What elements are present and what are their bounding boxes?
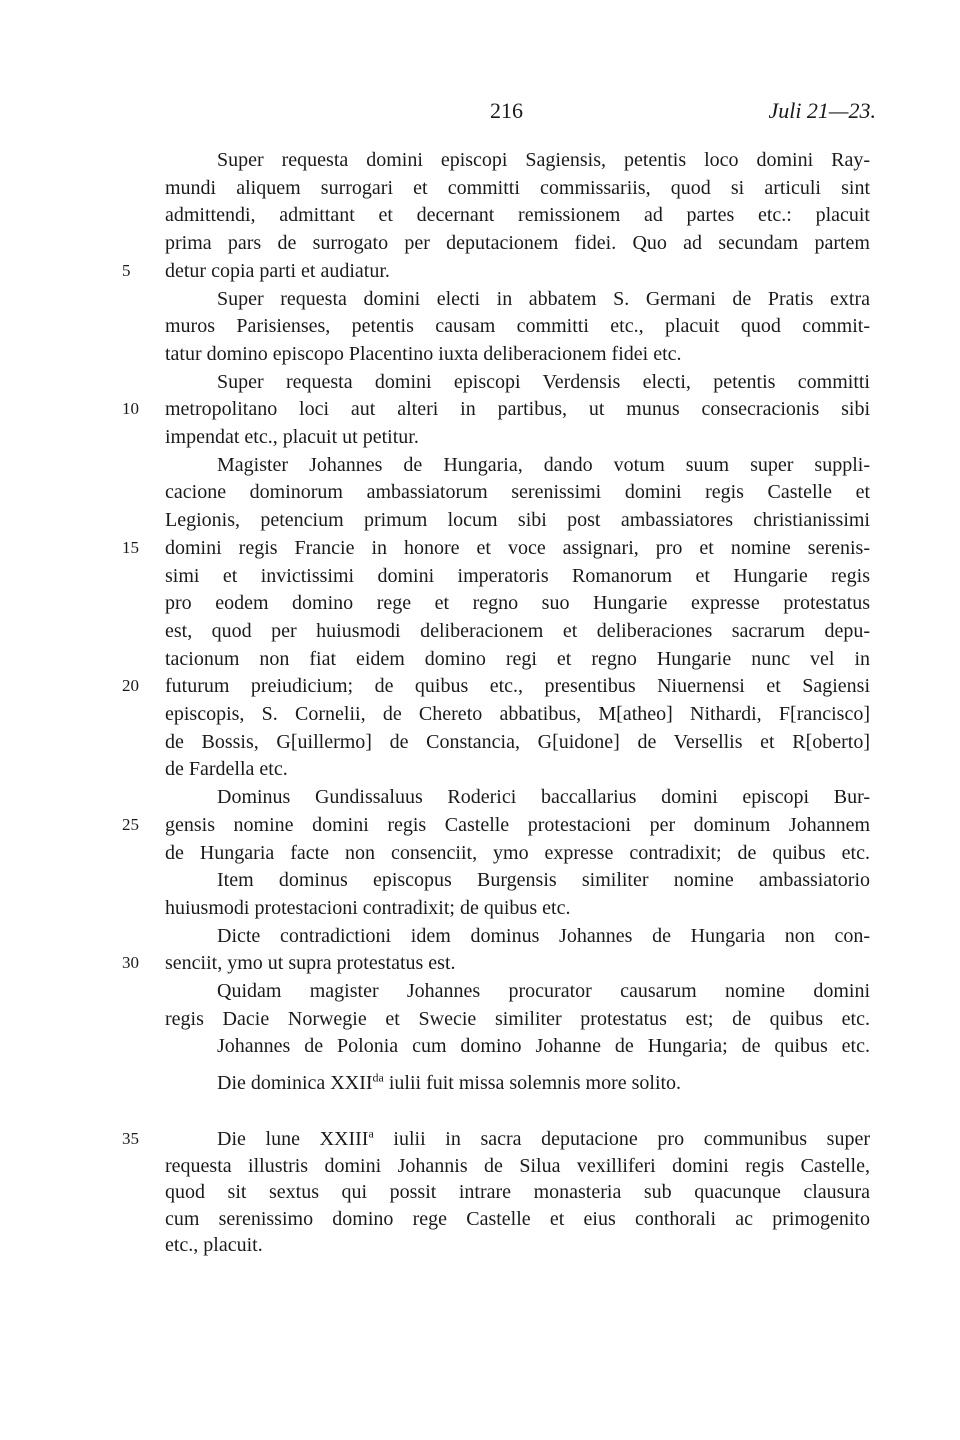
text-line: quod sit sextus qui possit intrare monasteria sub quacunque clausura	[165, 1181, 870, 1203]
text-line: gensis nomine domini regis Castelle protestacioni per dominum Johannem	[165, 813, 870, 836]
text-line: cum serenissimo domino rege Castelle et eius conthorali ac primogenito	[165, 1207, 870, 1230]
text-line: futurum preiudicium; de quibus etc., presentibus Niuernensi et Sagiensi	[165, 675, 870, 698]
sunday-text-start: Die dominica XXII	[217, 1072, 373, 1094]
text-line: Super requesta domini episcopi Sagiensis, petentis loco domini Ray-	[217, 149, 870, 171]
text-line: domini regis Francie in honore et voce assignari, pro et nomine serenis-	[165, 536, 870, 559]
text-line: Johannes de Polonia cum domino Johanne de Hungaria; de quibus etc.	[217, 1035, 870, 1058]
monday-text-end: iulii in sacra deputacione pro communibus super	[373, 1128, 870, 1150]
text-line: senciit, ymo ut supra protestatus est.	[165, 952, 456, 975]
sunday-text-end: iulii fuit missa solemnis more solito.	[383, 1072, 682, 1094]
text-line: Super requesta domini episcopi Verdensis electi, petentis committi	[217, 370, 870, 393]
text-line: Dicte contradictioni idem dominus Johannes de Hungaria non con-	[217, 924, 870, 947]
running-head: Juli 21—23.	[768, 98, 876, 123]
text-line: Dominus Gundissaluus Roderici baccallarius domini episcopi Bur-	[217, 786, 870, 809]
line-number: 30	[122, 953, 139, 973]
text-line: Legionis, petencium primum locum sibi post ambassiatores christianissimi	[165, 509, 870, 532]
text-line: mundi aliquem surrogari et committi commissariis, quod si articuli sint	[165, 176, 870, 199]
text-line: est, quod per huiusmodi deliberacionem et deliberaciones sacrarum depu-	[165, 619, 870, 642]
monday-entry-first-line	[217, 1126, 870, 1152]
line-number: 20	[122, 676, 139, 696]
text-line: Quidam magister Johannes procurator causarum nomine domini	[217, 980, 870, 1002]
line-number: 10	[122, 399, 139, 419]
text-line: de Fardella etc.	[165, 758, 288, 781]
text-line: admittendi, admittant et decernant remissionem ad partes etc.: placuit	[165, 204, 870, 227]
text-line: pro eodem domino rege et regno suo Hungarie expresse protestatus	[165, 592, 870, 615]
text-line: simi et invictissimi domini imperatoris Romanorum et Hungarie regis	[165, 564, 870, 587]
monday-ordinal-suffix: a	[368, 1126, 374, 1141]
text-line: Super requesta domini electi in abbatem S. Germani de Pratis extra	[217, 287, 870, 310]
text-line: huiusmodi protestacioni contradixit; de quibus etc.	[165, 896, 571, 919]
text-line: metropolitano loci aut alteri in partibus, ut munus consecracionis sibi	[165, 398, 870, 421]
text-line: cacione dominorum ambassiatorum serenissimi domini regis Castelle et	[165, 481, 870, 504]
line-number: 5	[122, 260, 131, 280]
text-line: muros Parisienses, petentis causam committi etc., placuit quod commit-	[165, 315, 870, 338]
text-line: tacionum non fiat eidem domino regi et regno Hungarie nunc vel in	[165, 647, 870, 670]
text-line: prima pars de surrogato per deputacionem fidei. Quo ad secundam partem	[165, 232, 870, 255]
line-number: 25	[122, 814, 139, 834]
text-line: etc., placuit.	[165, 1234, 263, 1256]
text-line: impendat etc., placuit ut petitur.	[165, 426, 419, 448]
sunday-entry	[217, 1070, 870, 1096]
text-line: de Hungaria facte non consenciit, ymo expresse contradixit; de quibus etc.	[165, 841, 870, 864]
text-line: Item dominus episcopus Burgensis similiter nomine ambassiatorio	[217, 869, 870, 892]
sunday-ordinal-suffix: da	[372, 1070, 384, 1085]
text-line: regis Dacie Norwegie et Swecie similiter protestatus est; de quibus etc.	[165, 1007, 870, 1030]
text-line: requesta illustris domini Johannis de Silua vexilliferi domini regis Castelle,	[165, 1154, 870, 1177]
line-number: 35	[122, 1129, 139, 1148]
page-number: 216	[490, 98, 523, 123]
text-line: Magister Johannes de Hungaria, dando votum suum super suppli-	[217, 453, 870, 476]
line-number: 15	[122, 537, 139, 557]
text-line: tatur domino episcopo Placentino iuxta deliberacionem fidei etc.	[165, 342, 682, 365]
monday-text-start: Die lune XXIII	[217, 1128, 369, 1150]
text-line: episcopis, S. Cornelii, de Chereto abbatibus, M[atheo] Nithardi, F[rancisco]	[165, 703, 870, 725]
text-line: detur copia parti et audiatur.	[165, 259, 390, 282]
text-line: de Bossis, G[uillermo] de Constancia, G[uidone] de Versellis et R[oberto]	[165, 730, 870, 753]
